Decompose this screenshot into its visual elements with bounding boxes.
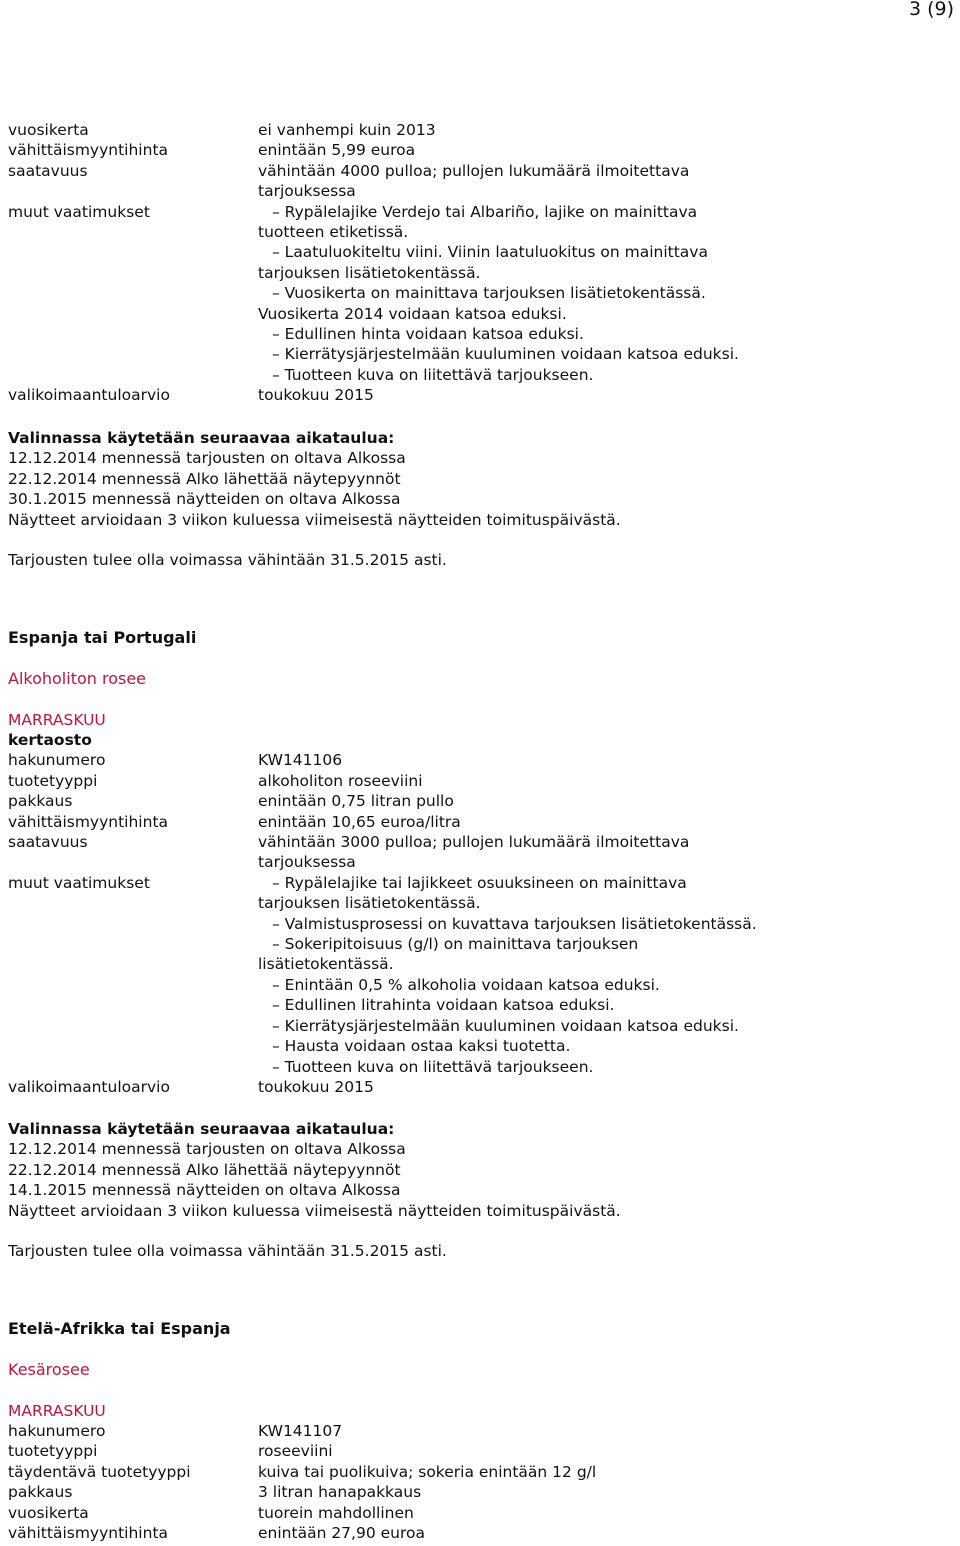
requirement-item: – Rypälelajike Verdejo tai Albariño, lajike on mainittava	[272, 202, 698, 221]
spec-row-price	[8, 1523, 948, 1543]
spec-value: KW141107	[258, 1422, 343, 1440]
spec-value: ei vanhempi kuin 2013	[258, 121, 436, 139]
requirement-continuation: tarjouksen lisätietokentässä.	[258, 894, 481, 913]
spec-row-search-number	[8, 1421, 948, 1441]
schedule-title: Valinnassa käytetään seuraavaa aikataulua:	[8, 429, 395, 447]
spec-row-requirements	[8, 873, 948, 1077]
spec-value-line: vähintään 3000 pulloa; pullojen lukumäärä ilmoitettava	[258, 833, 690, 852]
schedule-item: 12.12.2014 mennessä tarjousten on oltava Alkossa	[8, 449, 406, 468]
spec-value: toukokuu 2015	[258, 386, 374, 405]
requirement-item: – Hausta voidaan ostaa kaksi tuotetta.	[272, 1037, 571, 1056]
purchase-type: kertaosto	[8, 731, 92, 749]
requirement-item: – Sokeripitoisuus (g/l) on mainittava tarjouksen	[272, 935, 639, 954]
spec-row-launch	[8, 1077, 948, 1097]
spec-label: pakkaus	[8, 1483, 73, 1502]
section-2	[8, 628, 948, 1097]
schedule-item: 22.12.2014 mennessä Alko lähettää näytepyynnöt	[8, 1160, 401, 1179]
spec-label: hakunumero	[8, 751, 106, 770]
spec-value: tuorein mahdollinen	[258, 1503, 414, 1522]
spec-row-package	[8, 1482, 948, 1502]
spec-value: enintään 5,99 euroa	[258, 141, 416, 160]
spec-label: tuotetyyppi	[8, 1442, 98, 1461]
requirement-item: – Laatuluokiteltu viini. Viinin laatuluokitus on mainittava	[272, 243, 708, 262]
spec-row-price	[8, 812, 948, 832]
requirement-continuation: tuotteen etiketissä.	[258, 223, 409, 242]
spec-row-extra-type	[8, 1462, 948, 1482]
requirement-item: – Valmistusprosessi on kuvattava tarjouksen lisätietokentässä.	[272, 914, 757, 933]
requirement-item: – Edullinen hinta voidaan katsoa eduksi.	[272, 325, 584, 344]
requirement-continuation: lisätietokentässä.	[258, 955, 394, 974]
schedule-item: 30.1.2015 mennessä näytteiden on oltava Alkossa	[8, 490, 401, 509]
product-heading: Alkoholiton rosee	[8, 668, 147, 688]
spec-label: tuotetyyppi	[8, 771, 98, 790]
spec-label: valikoimaantuloarvio	[8, 1077, 170, 1096]
spec-label: pakkaus	[8, 792, 73, 811]
spec-value-line: vähintään 4000 pulloa; pullojen lukumäärä ilmoitettava	[258, 161, 690, 180]
spec-row-requirements	[8, 202, 948, 386]
requirement-item: – Vuosikerta on mainittava tarjouksen lisätietokentässä.	[272, 284, 706, 303]
spec-label: vähittäismyyntihinta	[8, 812, 169, 831]
spec-value: enintään 27,90 euroa	[258, 1524, 425, 1543]
section-3	[8, 1319, 948, 1543]
country-heading: Espanja tai Portugali	[8, 628, 197, 647]
page-number: 3 (9)	[908, 0, 954, 20]
schedule-note: Näytteet arvioidaan 3 viikon kuluessa viimeisestä näytteiden toimituspäivästä.	[8, 510, 621, 529]
spec-row-availability	[8, 832, 948, 873]
validity-note: Tarjousten tulee olla voimassa vähintään 31.5.2015 asti.	[8, 1242, 447, 1261]
product-heading: Kesärosee	[8, 1359, 90, 1379]
spec-label: vuosikerta	[8, 1503, 89, 1522]
section-1	[8, 120, 948, 406]
requirements-list	[258, 873, 948, 1077]
requirement-item: – Enintään 0,5 % alkoholia voidaan katsoa eduksi.	[272, 975, 660, 994]
spec-value: enintään 10,65 euroa/litra	[258, 812, 461, 831]
requirement-item: – Tuotteen kuva on liitettävä tarjoukseen.	[272, 1057, 594, 1076]
spec-row-vintage	[8, 120, 948, 140]
schedule-2	[8, 1119, 948, 1262]
month-label: MARRASKUU	[8, 710, 106, 729]
spec-row-product-type	[8, 771, 948, 791]
requirement-continuation: Vuosikerta 2014 voidaan katsoa eduksi.	[258, 304, 567, 323]
spec-label: saatavuus	[8, 161, 88, 180]
spec-row-launch	[8, 385, 948, 405]
spec-label: valikoimaantuloarvio	[8, 386, 170, 405]
spec-label: vähittäismyyntihinta	[8, 141, 169, 160]
spec-label: täydentävä tuotetyyppi	[8, 1462, 191, 1481]
spec-value: alkoholiton roseeviini	[258, 771, 423, 790]
spec-label: vähittäismyyntihinta	[8, 1524, 169, 1543]
spec-row-product-type	[8, 1441, 948, 1461]
spec-label: hakunumero	[8, 1422, 106, 1440]
country-heading: Etelä-Afrikka tai Espanja	[8, 1319, 231, 1338]
spec-value: kuiva tai puolikuiva; sokeria enintään 12 g/l	[258, 1462, 597, 1481]
spec-row-vintage	[8, 1503, 948, 1523]
requirement-continuation: tarjouksen lisätietokentässä.	[258, 263, 481, 282]
schedule-item: 14.1.2015 mennessä näytteiden on oltava Alkossa	[8, 1181, 401, 1200]
spec-value: toukokuu 2015	[258, 1077, 374, 1096]
schedule-note: Näytteet arvioidaan 3 viikon kuluessa viimeisestä näytteiden toimituspäivästä.	[8, 1201, 621, 1220]
spec-row-price	[8, 140, 948, 160]
requirement-item: – Edullinen litrahinta voidaan katsoa eduksi.	[272, 996, 615, 1015]
spec-row-availability	[8, 161, 948, 202]
spec-label: muut vaatimukset	[8, 202, 150, 221]
spec-row-search-number	[8, 750, 948, 770]
requirements-list	[258, 202, 948, 386]
requirement-item: – Tuotteen kuva on liitettävä tarjoukseen.	[272, 365, 594, 384]
spec-value: roseeviini	[258, 1442, 333, 1461]
spec-label: muut vaatimukset	[8, 873, 150, 892]
schedule-title: Valinnassa käytetään seuraavaa aikataulua:	[8, 1120, 395, 1138]
spec-value: enintään 0,75 litran pullo	[258, 792, 454, 811]
spec-value: 3 litran hanapakkaus	[258, 1483, 422, 1502]
spec-value	[258, 832, 948, 873]
requirement-item: – Kierrätysjärjestelmään kuuluminen voidaan katsoa eduksi.	[272, 1016, 739, 1035]
spec-value-line: tarjouksessa	[258, 182, 356, 201]
month-label: MARRASKUU	[8, 1401, 106, 1420]
validity-note: Tarjousten tulee olla voimassa vähintään 31.5.2015 asti.	[8, 551, 447, 570]
spec-value	[258, 161, 948, 202]
requirement-item: – Kierrätysjärjestelmään kuuluminen voidaan katsoa eduksi.	[272, 345, 739, 364]
schedule-item: 12.12.2014 mennessä tarjousten on oltava Alkossa	[8, 1140, 406, 1159]
spec-label: vuosikerta	[8, 121, 89, 139]
spec-label: saatavuus	[8, 833, 88, 852]
requirement-item: – Rypälelajike tai lajikkeet osuuksineen on mainittava	[272, 873, 687, 892]
spec-value: KW141106	[258, 751, 343, 770]
schedule-item: 22.12.2014 mennessä Alko lähettää näytepyynnöt	[8, 469, 401, 488]
spec-value-line: tarjouksessa	[258, 853, 356, 872]
spec-row-package	[8, 791, 948, 811]
schedule-1	[8, 428, 948, 571]
